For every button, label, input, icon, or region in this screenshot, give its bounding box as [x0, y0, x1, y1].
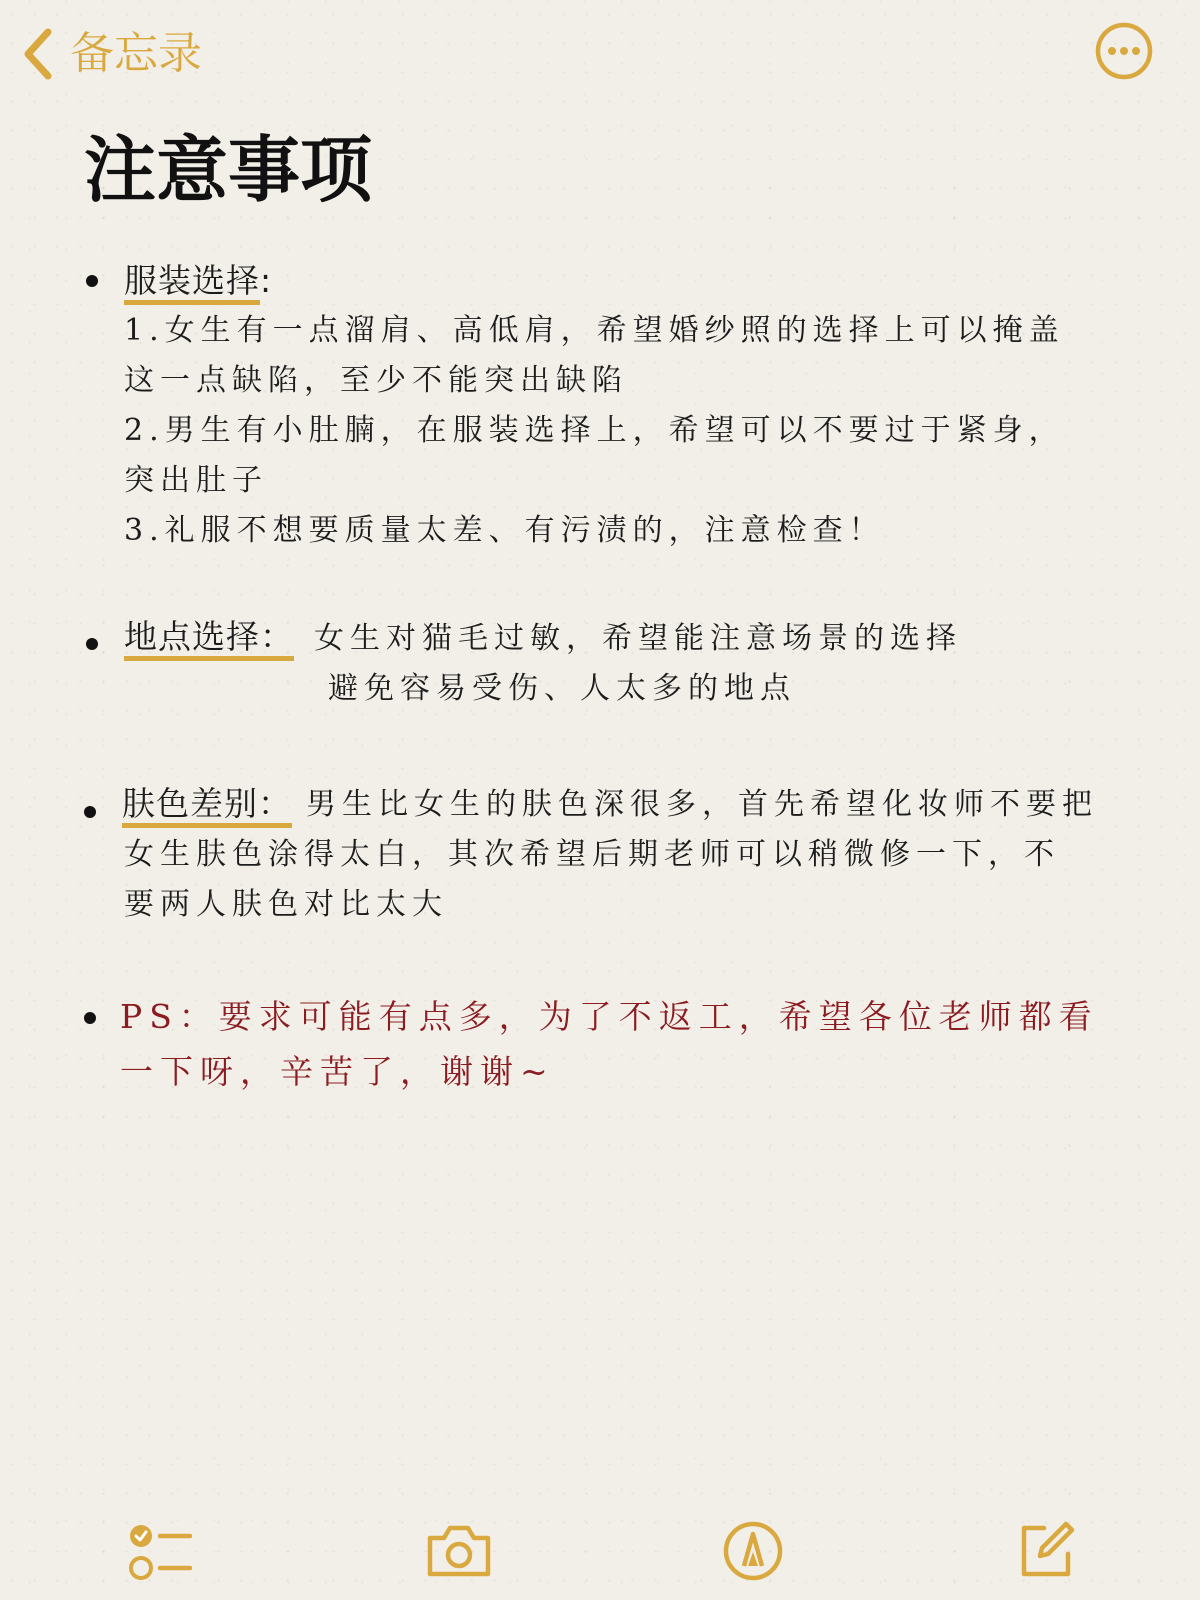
section-heading [124, 612, 294, 662]
more-button[interactable] [1094, 21, 1154, 81]
note-line: 要两人肤色对比太大 [124, 887, 448, 922]
bullet-icon [86, 638, 98, 650]
section-heading-suffix: : [260, 261, 273, 300]
note-line: 2.男生有小肚腩，在服装选择上，希望可以不要过于紧身， [124, 413, 1065, 448]
bullet-icon [84, 806, 96, 818]
note-line: 男生比女生的肤色深很多，首先希望化妆师不要把 [306, 787, 1098, 822]
chevron-left-icon [20, 26, 54, 82]
note-line: 避免容易受伤、人太多的地点 [328, 671, 796, 706]
ps-line: PS：要求可能有点多，为了不返工，希望各位老师都看 [120, 997, 1099, 1036]
checklist-icon [128, 1522, 194, 1584]
bullet-icon [86, 275, 98, 287]
camera-icon [424, 1522, 494, 1580]
section-heading [124, 256, 272, 306]
ellipsis-circle-icon [1094, 21, 1154, 81]
note-line: 突出肚子 [124, 463, 268, 498]
compose-button[interactable] [1014, 1518, 1078, 1582]
page-title: 注意事项 [84, 128, 373, 212]
section-heading-label: 肤色差别： [122, 784, 292, 828]
note-line: 这一点缺陷，至少不能突出缺陷 [124, 363, 628, 398]
markup-pen-icon [722, 1520, 784, 1582]
ps-line: 一下呀，辛苦了，谢谢~ [120, 1052, 555, 1091]
back-button[interactable] [20, 26, 202, 82]
section-heading-label: 服装选择 [124, 261, 260, 305]
back-label: 备忘录 [70, 28, 202, 79]
camera-button[interactable] [424, 1522, 494, 1580]
section-heading [122, 779, 292, 829]
bullet-icon [84, 1012, 96, 1024]
markup-button[interactable] [722, 1520, 784, 1582]
bottom-toolbar [0, 1500, 1200, 1600]
note-line: 1.女生有一点溜肩、高低肩，希望婚纱照的选择上可以掩盖 [124, 313, 1065, 348]
compose-icon [1014, 1518, 1078, 1582]
note-line: 女生对猫毛过敏，希望能注意场景的选择 [314, 621, 962, 656]
checklist-button[interactable] [128, 1522, 194, 1584]
section-heading-label: 地点选择： [124, 617, 294, 661]
note-line: 女生肤色涂得太白，其次希望后期老师可以稍微修一下，不 [124, 837, 1060, 872]
note-line: 3.礼服不想要质量太差、有污渍的，注意检查！ [124, 513, 885, 548]
